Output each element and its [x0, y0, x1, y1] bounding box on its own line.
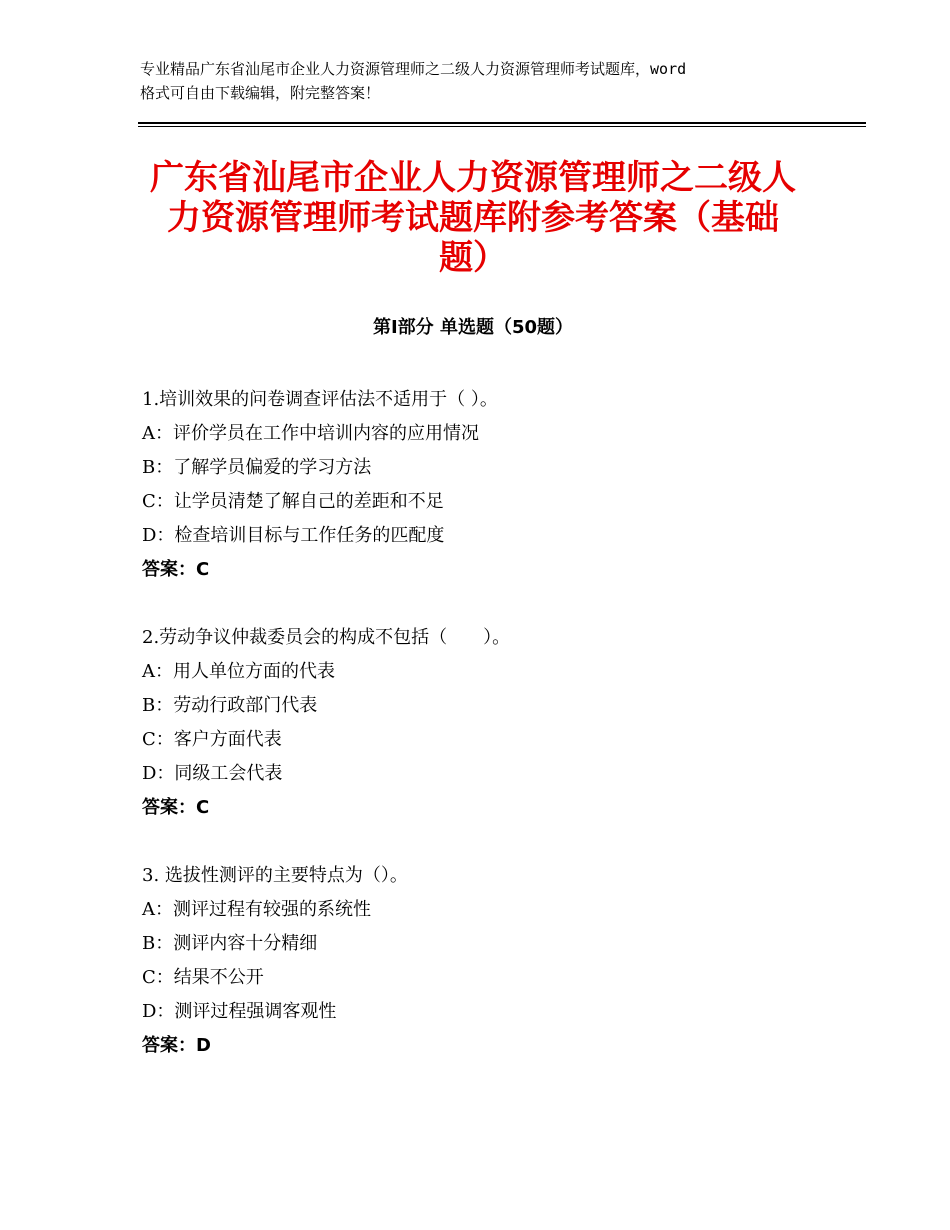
header-divider-thin: [138, 126, 866, 127]
header-note: [140, 57, 830, 105]
question-stem: 2.劳动争议仲裁委员会的构成不包括（ ）。: [142, 627, 511, 648]
question-1: [142, 383, 842, 587]
option-a: A：测评过程有较强的系统性: [142, 899, 371, 920]
header-note-line-2: 格式可自由下载编辑，附完整答案！: [140, 84, 381, 102]
option-a: A：用人单位方面的代表: [142, 661, 335, 682]
answer-label: 答案：D: [142, 1035, 211, 1056]
option-b: B：劳动行政部门代表: [142, 695, 318, 716]
option-c: C：客户方面代表: [142, 729, 282, 750]
option-c: C：结果不公开: [142, 967, 264, 988]
question-stem: 1.培训效果的问卷调查评估法不适用于（ ）。: [142, 389, 498, 410]
question-stem: 3. 选拔性测评的主要特点为（）。: [142, 865, 408, 886]
header-note-line-1: 专业精品广东省汕尾市企业人力资源管理师之二级人力资源管理师考试题库，word: [140, 60, 687, 78]
option-c: C：让学员清楚了解自己的差距和不足: [142, 491, 444, 512]
section-title: 第Ⅰ部分 单选题（50题）: [372, 317, 573, 338]
option-d: D：同级工会代表: [142, 763, 283, 784]
answer-label: 答案：C: [142, 797, 210, 818]
document-title-line-3: 题）: [439, 238, 507, 278]
header-divider-thick: [138, 122, 866, 124]
option-d: D：测评过程强调客观性: [142, 1001, 337, 1022]
question-list: [142, 383, 842, 1097]
answer-label: 答案：C: [142, 559, 210, 580]
document-title-line-2: 力资源管理师考试题库附参考答案（基础: [167, 198, 779, 238]
option-b: B：了解学员偏爱的学习方法: [142, 457, 372, 478]
option-d: D：检查培训目标与工作任务的匹配度: [142, 525, 445, 546]
question-3: [142, 859, 842, 1063]
document-title: [138, 158, 808, 278]
option-a: A：评价学员在工作中培训内容的应用情况: [142, 423, 479, 444]
document-title-line-1: 广东省汕尾市企业人力资源管理师之二级人: [150, 158, 796, 198]
option-b: B：测评内容十分精细: [142, 933, 318, 954]
question-2: [142, 621, 842, 825]
